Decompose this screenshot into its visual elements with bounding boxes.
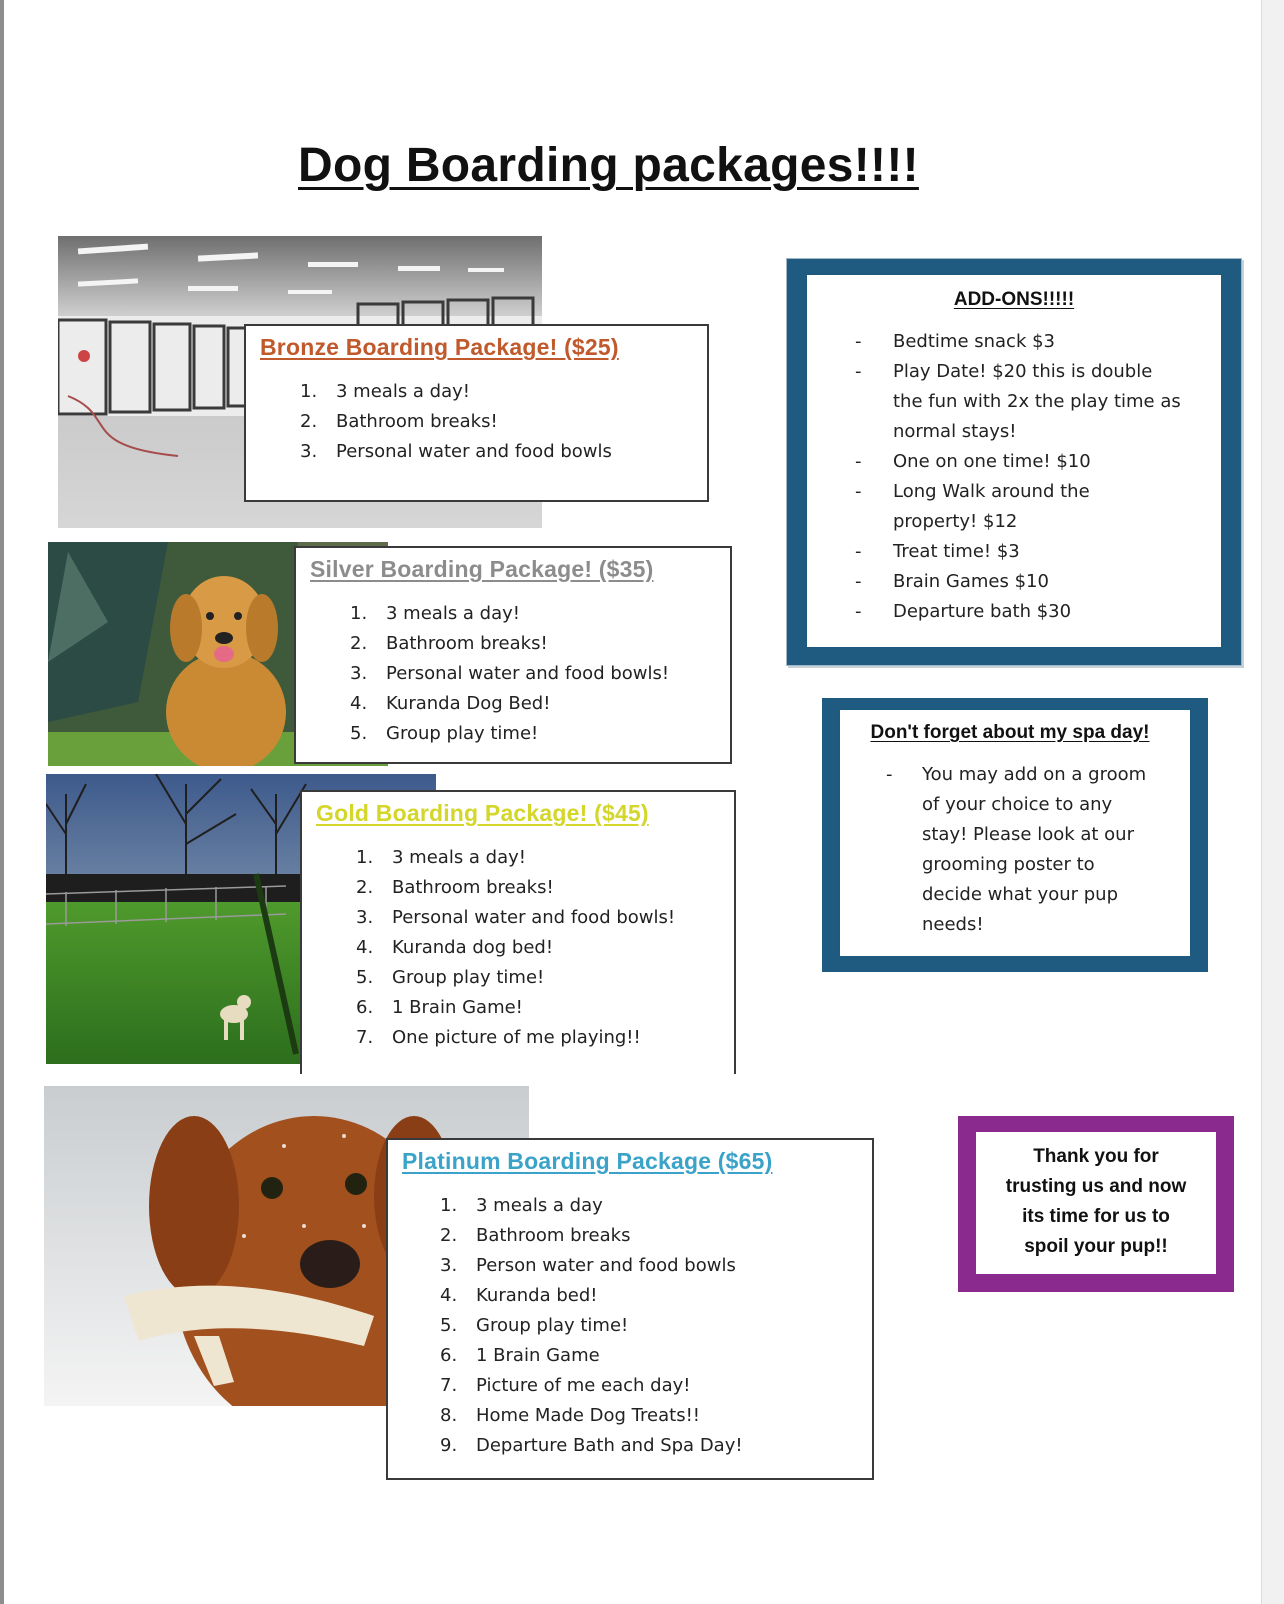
- platinum-package-list: [402, 1191, 860, 1461]
- list-item: - Departure bath $30: [855, 601, 1072, 622]
- thank-you-line: its time for us to: [1022, 1206, 1170, 1227]
- list-item: 6. 1 Brain Game!: [356, 997, 523, 1018]
- silver-package-card: [294, 546, 732, 764]
- list-item: 4. Kuranda dog bed!: [356, 937, 554, 958]
- list-item: - Brain Games $10: [855, 571, 1049, 592]
- right-edge: [1261, 0, 1284, 1604]
- list-item: 2. Bathroom breaks!: [356, 877, 554, 898]
- spa-day-title: Don't forget about my spa day!: [870, 722, 1150, 743]
- list-item: 5. Group play time!: [440, 1315, 629, 1336]
- silver-package-title: Silver Boarding Package! ($35): [310, 556, 654, 582]
- gold-package-list: [316, 843, 722, 1053]
- list-item: 6. 1 Brain Game: [440, 1345, 600, 1366]
- list-item: 5. Group play time!: [350, 723, 539, 744]
- silver-package-list: [310, 599, 718, 749]
- list-item: 3. Personal water and food bowls!: [350, 663, 670, 684]
- list-item: 7. Picture of me each day!: [440, 1375, 691, 1396]
- gold-package-title: Gold Boarding Package! ($45): [316, 800, 649, 826]
- list-item: property! $12: [893, 511, 1018, 532]
- list-item: - You may add on a groom: [886, 764, 1147, 785]
- list-item: 4. Kuranda Dog Bed!: [350, 693, 551, 714]
- thank-you-line: Thank you for: [1033, 1146, 1159, 1167]
- list-item: 1. 3 meals a day!: [356, 847, 526, 868]
- list-item: 2. Bathroom breaks: [440, 1225, 631, 1246]
- list-item: the fun with 2x the play time as: [893, 391, 1181, 412]
- thank-you-line: spoil your pup!!: [1024, 1236, 1168, 1257]
- addons-box-inner: [805, 273, 1223, 649]
- list-item: - Bedtime snack $3: [855, 331, 1055, 352]
- list-item: 1. 3 meals a day: [440, 1195, 603, 1216]
- list-item: 7. One picture of me playing!!: [356, 1027, 641, 1048]
- list-item: 9. Departure Bath and Spa Day!: [440, 1435, 743, 1456]
- thank-you-box: [958, 1116, 1234, 1292]
- gold-package-card: [300, 790, 736, 1074]
- bronze-package-list: [260, 377, 695, 467]
- list-item: of your choice to any: [922, 794, 1113, 815]
- list-item: - Long Walk around the: [855, 481, 1090, 502]
- list-item: normal stays!: [893, 421, 1017, 442]
- list-item: 8. Home Made Dog Treats!!: [440, 1405, 701, 1426]
- list-item: stay! Please look at our: [922, 824, 1134, 845]
- platinum-package-title: Platinum Boarding Package ($65): [402, 1148, 773, 1174]
- list-item: - One on one time! $10: [855, 451, 1091, 472]
- list-item: 5. Group play time!: [356, 967, 545, 988]
- list-item: decide what your pup: [922, 884, 1119, 905]
- list-item: - Play Date! $20 this is double: [855, 361, 1153, 382]
- spa-day-box: [822, 698, 1208, 972]
- list-item: 1. 3 meals a day!: [350, 603, 520, 624]
- list-item: - Treat time! $3: [855, 541, 1020, 562]
- spa-day-list: [886, 760, 1176, 940]
- thank-you-line: trusting us and now: [1005, 1176, 1187, 1197]
- left-edge: [0, 0, 4, 1604]
- list-item: grooming poster to: [922, 854, 1095, 875]
- addons-title: ADD-ONS!!!!!: [953, 289, 1075, 310]
- list-item: 3. Personal water and food bowls!: [356, 907, 676, 928]
- thank-you-box-inner: [974, 1130, 1218, 1276]
- platinum-package-card: [386, 1138, 874, 1480]
- list-item: 2. Bathroom breaks!: [350, 633, 548, 654]
- list-item: 3. Person water and food bowls: [440, 1255, 736, 1276]
- spa-day-box-inner: [838, 708, 1192, 958]
- list-item: 4. Kuranda bed!: [440, 1285, 598, 1306]
- list-item: 1. 3 meals a day!: [300, 381, 470, 402]
- addons-box: [786, 258, 1242, 666]
- list-item: 2. Bathroom breaks!: [300, 411, 498, 432]
- bronze-package-title: Bronze Boarding Package! ($25): [260, 334, 619, 360]
- bronze-package-card: [244, 324, 709, 502]
- addons-list: [855, 327, 1201, 627]
- list-item: needs!: [922, 914, 984, 935]
- list-item: 3. Personal water and food bowls: [300, 441, 612, 462]
- page-title: Dog Boarding packages!!!!: [298, 139, 919, 192]
